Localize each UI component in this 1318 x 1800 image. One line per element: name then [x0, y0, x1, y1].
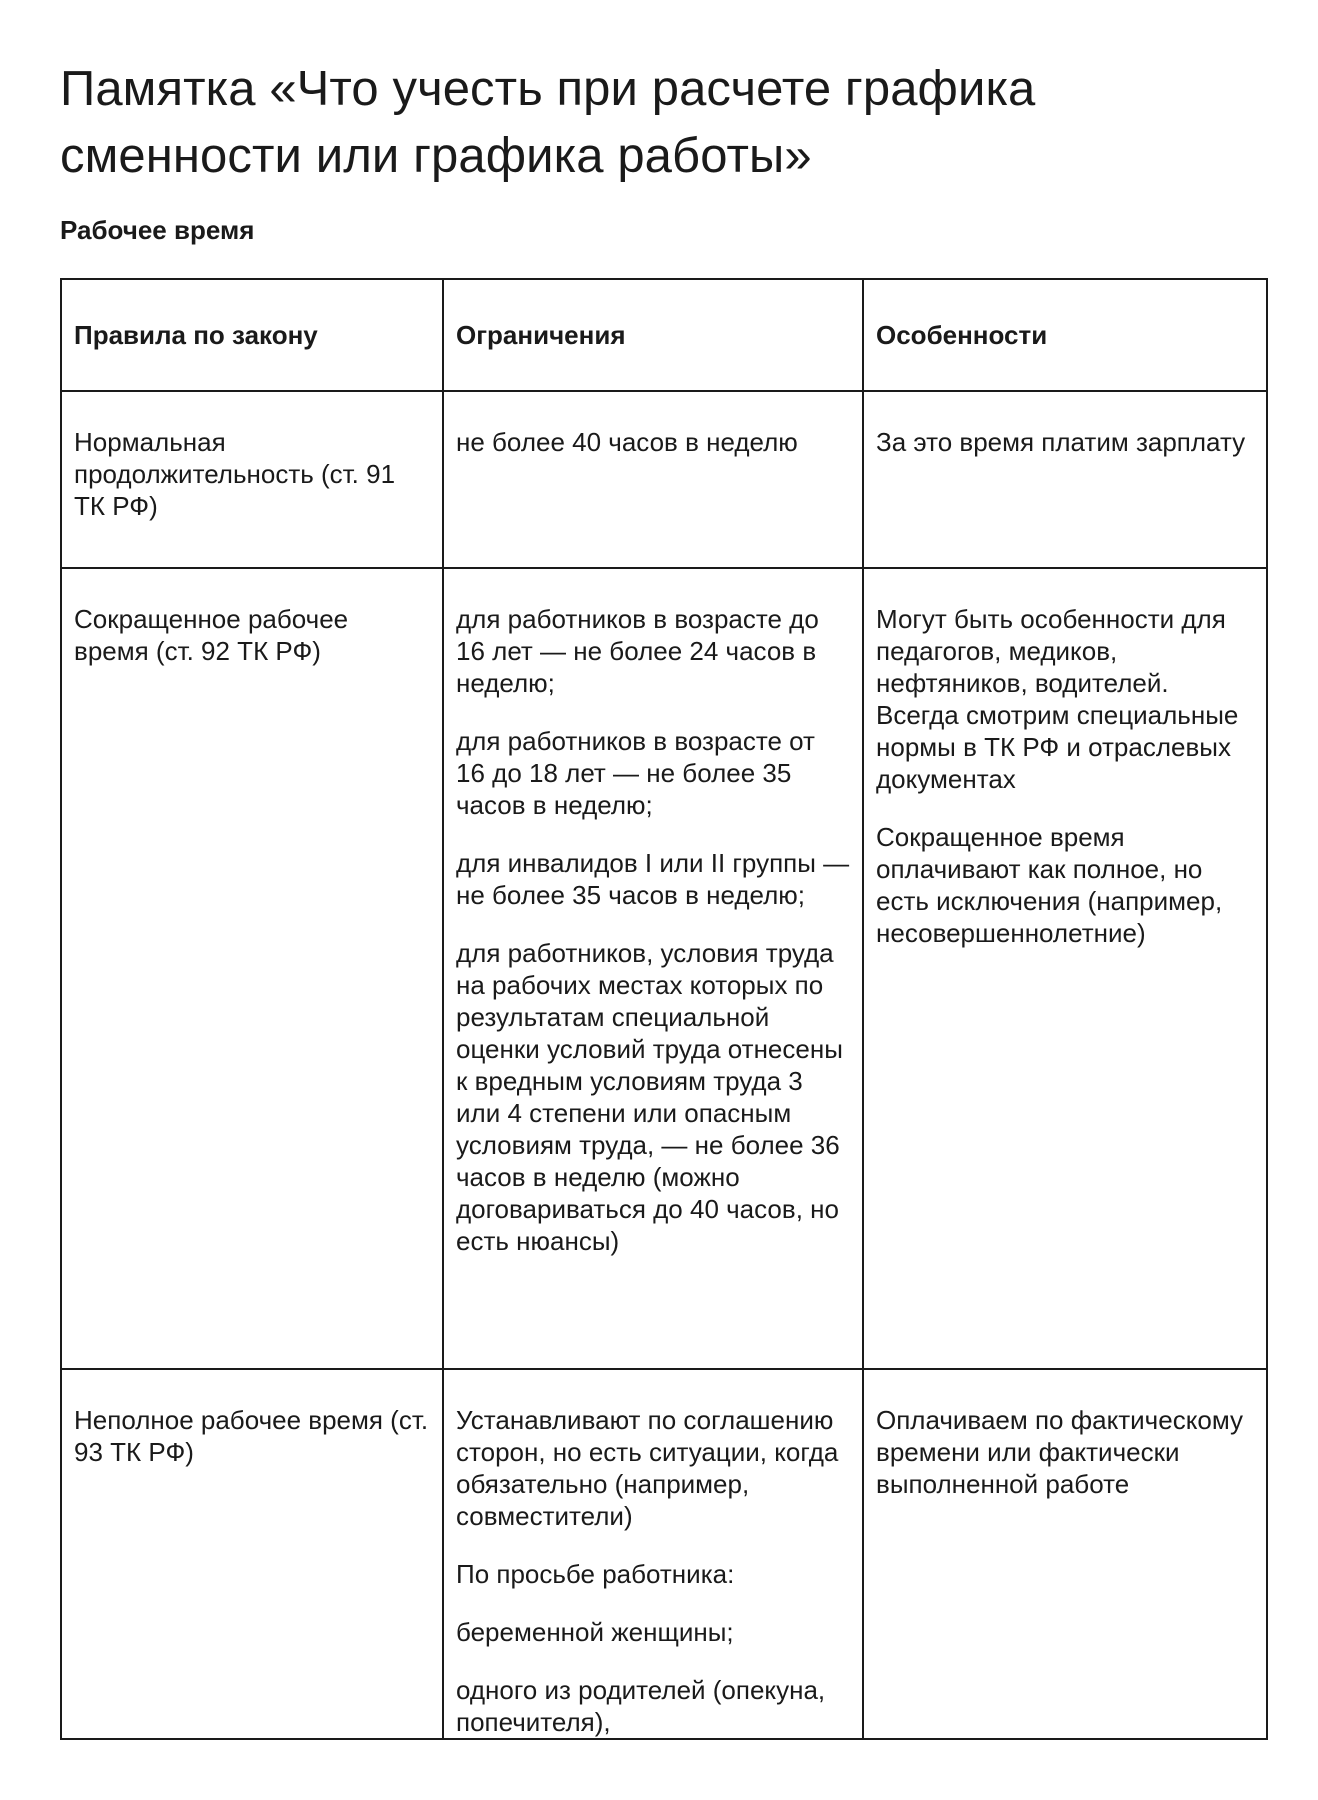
cell-paragraph: Сокращенное рабочее время (ст. 92 ТК РФ): [74, 604, 349, 666]
table-row: [61, 568, 1267, 1369]
cell-paragraph: За это время платим зарплату: [876, 427, 1246, 457]
cell-paragraph: беременной женщины;: [456, 1617, 734, 1647]
cell-paragraph: для инвалидов I или II группы — не более 35 часов в неделю;: [456, 848, 850, 910]
cell-paragraph: По просьбе работника:: [456, 1559, 735, 1589]
cell-paragraph: Могут быть особенности для педагогов, медиков, нефтяников, водителей. Всегда смотрим специальные нормы в ТК РФ и отраслевых документах: [876, 604, 1239, 794]
table-row: [61, 391, 1267, 568]
cell-paragraph: Нормальная продолжительность (ст. 91 ТК РФ): [74, 427, 396, 521]
table-header-row: [61, 279, 1267, 391]
cell-paragraph: не более 40 часов в неделю: [456, 427, 798, 457]
cell-features: [863, 391, 1267, 568]
cell-limits: [443, 391, 863, 568]
cell-paragraph: для работников в возрасте от 16 до 18 лет — не более 35 часов в неделю;: [456, 726, 815, 820]
cell-features: [863, 1369, 1267, 1739]
header-rules: Правила по закону: [61, 279, 443, 391]
cell-rule: [61, 1369, 443, 1739]
header-features: Особенности: [863, 279, 1267, 391]
cell-paragraph: Оплачиваем по фактическому времени или фактически выполненной работе: [876, 1405, 1243, 1499]
cell-limits: [443, 1369, 863, 1739]
page-title: Памятка «Что учесть при расчете графика сменности или графика работы»: [60, 62, 1036, 183]
table-row: [61, 1369, 1267, 1739]
cell-paragraph: Устанавливают по соглашению сторон, но есть ситуации, когда обязательно (например, совместители): [456, 1405, 839, 1531]
cell-paragraph: Сокращенное время оплачивают как полное, но есть исключения (например, несовершеннолетние): [876, 822, 1223, 948]
cell-limits: [443, 568, 863, 1369]
cell-paragraph: для работников в возрасте до 16 лет — не более 24 часов в неделю;: [456, 604, 819, 698]
cell-features: [863, 568, 1267, 1369]
cell-paragraph: для работников, условия труда на рабочих местах которых по результатам специальной оценки условий труда отнесены к вредным условиям труда 3 или 4 степени или опасным условиям труда, — не более 36 часов в неделю (можно договариваться до 40 часов, но есть нюансы): [456, 938, 843, 1256]
working-time-table: [60, 278, 1268, 1740]
cell-paragraph: Неполное рабочее время (ст. 93 ТК РФ): [74, 1405, 429, 1467]
cell-rule: [61, 568, 443, 1369]
section-heading: Рабочее время: [60, 215, 255, 245]
header-limits: Ограничения: [443, 279, 863, 391]
cell-rule: [61, 391, 443, 568]
cell-paragraph: одного из родителей (опекуна, попечителя),: [456, 1675, 826, 1737]
